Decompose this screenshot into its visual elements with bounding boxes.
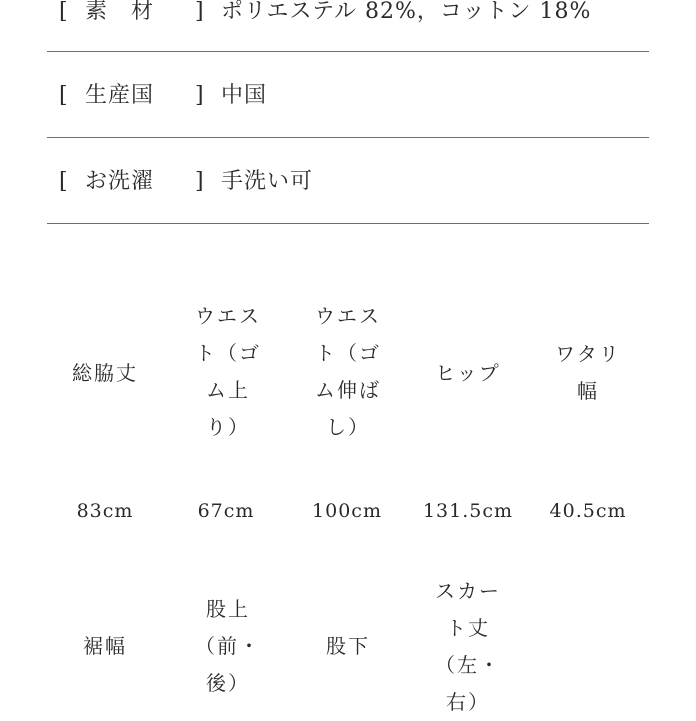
material-value: ポリエステル 82%，コットン 18% — [221, 0, 592, 24]
washing-label: お洗濯 — [85, 169, 155, 194]
header-waist-stretched — [303, 298, 393, 446]
header-line: ム上 — [206, 378, 250, 402]
bracket-close: ] — [195, 169, 205, 194]
origin-label: 生産国 — [85, 83, 155, 108]
header-line: ム伸ば — [315, 378, 381, 402]
bracket-open: [ — [59, 83, 69, 108]
value-thigh-width: 40.5cm — [549, 500, 627, 522]
header-line: （前・ — [195, 634, 261, 658]
material-row — [47, 0, 649, 52]
value-total-side-length: 83cm — [76, 500, 134, 522]
origin-value: 中国 — [221, 83, 268, 108]
header-rise — [183, 591, 273, 702]
header-line: 裾幅 — [83, 634, 127, 658]
header-line: （左・ — [435, 653, 501, 677]
header-line: ヒップ — [435, 361, 501, 385]
bracket-close: ] — [195, 0, 205, 24]
value-waist-stretched: 100cm — [312, 500, 382, 522]
washing-row — [47, 138, 649, 224]
origin-line — [59, 78, 267, 109]
header-waist-relaxed — [183, 298, 273, 446]
bracket-open: [ — [59, 169, 69, 194]
value-waist-relaxed: 67cm — [197, 500, 255, 522]
header-line: 股上 — [206, 597, 250, 621]
header-line: ウエス — [195, 304, 261, 328]
header-total-side-length — [60, 355, 150, 392]
header-line: ト（ゴ — [315, 341, 381, 365]
header-hip — [423, 355, 513, 392]
header-inseam — [303, 628, 393, 665]
origin-row — [47, 52, 649, 138]
header-line: 総脇丈 — [72, 361, 138, 385]
header-line: 股下 — [326, 634, 370, 658]
value-hip: 131.5cm — [422, 500, 514, 522]
bracket-open: [ — [59, 0, 69, 24]
header-line: ト丈 — [446, 616, 490, 640]
bracket-close: ] — [195, 83, 205, 108]
header-line: スカー — [435, 579, 501, 603]
material-line — [59, 0, 591, 25]
washing-line — [59, 164, 313, 195]
material-label: 素 材 — [85, 0, 155, 24]
header-line: 後） — [206, 671, 250, 695]
header-line: ト（ゴ — [195, 341, 261, 365]
header-skirt-length — [423, 573, 513, 721]
header-hem-width — [60, 628, 150, 665]
header-line: し） — [326, 415, 370, 439]
header-line: 右） — [446, 690, 490, 714]
header-thigh-width — [543, 336, 633, 410]
header-line: 幅 — [577, 379, 599, 403]
header-line: り） — [206, 415, 250, 439]
header-line: ウエス — [315, 304, 381, 328]
washing-value: 手洗い可 — [221, 169, 314, 194]
header-line: ワタリ — [555, 342, 621, 366]
